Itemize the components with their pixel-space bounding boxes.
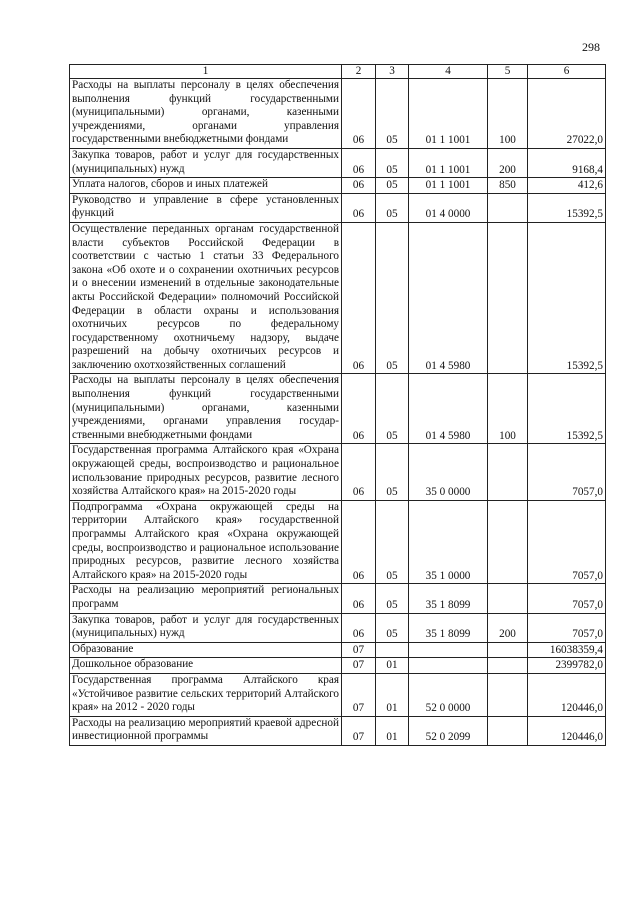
- row-sum: 7057,0: [528, 500, 606, 584]
- row-section: 06: [342, 178, 376, 194]
- header-row: [70, 65, 606, 79]
- table-body: [70, 79, 606, 746]
- row-section: 07: [342, 673, 376, 716]
- row-name: Уплата налогов, сборов и иных платежей: [70, 178, 342, 194]
- table-row: [70, 584, 606, 613]
- row-expense-type: [488, 642, 528, 658]
- row-expense-type: [488, 584, 528, 613]
- row-expense-type: [488, 444, 528, 500]
- row-expense-type: [488, 222, 528, 374]
- row-sum: 16038359,4: [528, 642, 606, 658]
- row-expense-type: [488, 500, 528, 584]
- budget-table: [69, 64, 606, 746]
- row-name: Закупка товаров, работ и услуг для государственных (муниципальных) нужд: [70, 148, 342, 177]
- row-expense-type: [488, 673, 528, 716]
- row-subsection: 01: [376, 673, 409, 716]
- row-target-article: [409, 642, 488, 658]
- row-target-article: 35 1 8099: [409, 613, 488, 642]
- column-header-3: 3: [376, 65, 409, 79]
- row-name: Руководство и управление в сфере установленных функций: [70, 193, 342, 222]
- row-subsection: [376, 642, 409, 658]
- row-sum: 2399782,0: [528, 658, 606, 674]
- table-row: [70, 500, 606, 584]
- row-target-article: 35 0 0000: [409, 444, 488, 500]
- row-section: 07: [342, 642, 376, 658]
- table-row: [70, 642, 606, 658]
- table-row: [70, 79, 606, 149]
- table-row: [70, 444, 606, 500]
- column-header-4: 4: [409, 65, 488, 79]
- row-name: Осуществление переданных органам государственной власти субъектов Российской Федерации в соответствии с частью 1 статьи 33 Федерального закона «Об охоте и о сохранении охотничьих ресурсов и о внесении изменений в отдельные законодательные акты Российской Федерации» полномочий Российской Федерации в области охраны и использования охотничьих ресурсов по федеральному государственному охотничьему надзору, выдаче разрешений на добычу охотничьих ресурсов и заключению охотхозяйственных соглашений: [70, 222, 342, 374]
- row-target-article: 01 4 0000: [409, 193, 488, 222]
- table-row: [70, 222, 606, 374]
- row-sum: 7057,0: [528, 613, 606, 642]
- row-subsection: 05: [376, 148, 409, 177]
- row-subsection: 05: [376, 222, 409, 374]
- row-expense-type: 100: [488, 79, 528, 149]
- row-target-article: 01 1 1001: [409, 178, 488, 194]
- row-sum: 7057,0: [528, 444, 606, 500]
- row-expense-type: 100: [488, 374, 528, 444]
- row-section: 06: [342, 79, 376, 149]
- row-section: 06: [342, 584, 376, 613]
- row-subsection: 05: [376, 613, 409, 642]
- table-row: [70, 658, 606, 674]
- row-subsection: 05: [376, 178, 409, 194]
- row-name: Закупка товаров, работ и услуг для государственных (муниципальных) нужд: [70, 613, 342, 642]
- row-section: 06: [342, 222, 376, 374]
- row-name: Дошкольное образование: [70, 658, 342, 674]
- row-section: 06: [342, 193, 376, 222]
- row-section: 06: [342, 148, 376, 177]
- row-sum: 15392,5: [528, 222, 606, 374]
- row-sum: 120446,0: [528, 673, 606, 716]
- row-expense-type: [488, 193, 528, 222]
- row-section: 07: [342, 716, 376, 745]
- row-target-article: 01 1 1001: [409, 79, 488, 149]
- row-expense-type: [488, 716, 528, 745]
- row-sum: 9168,4: [528, 148, 606, 177]
- row-name: Расходы на выплаты персоналу в целях обеспечения выполнения функций государственными (муниципальными) органами, казенными учреждениями, органами управления государственными внебюджетными фондами: [70, 374, 342, 444]
- row-subsection: 05: [376, 500, 409, 584]
- row-name: Расходы на реализацию мероприятий региональных программ: [70, 584, 342, 613]
- table-row: [70, 148, 606, 177]
- row-subsection: 01: [376, 658, 409, 674]
- row-name: Расходы на реализацию мероприятий краевой адресной инвестиционной программы: [70, 716, 342, 745]
- row-subsection: 05: [376, 444, 409, 500]
- row-sum: 15392,5: [528, 374, 606, 444]
- row-target-article: 35 1 8099: [409, 584, 488, 613]
- row-section: 06: [342, 613, 376, 642]
- row-target-article: 52 0 2099: [409, 716, 488, 745]
- table-row: [70, 613, 606, 642]
- row-target-article: 01 1 1001: [409, 148, 488, 177]
- row-name: Государственная программа Алтайского края «Охрана окружающей среды, воспроизводство и рациональное использование природных ресурсов, развитие лесного хозяйства Алтайского края» на 2015-2020 годы: [70, 444, 342, 500]
- row-sum: 15392,5: [528, 193, 606, 222]
- table-row: [70, 374, 606, 444]
- table-row: [70, 178, 606, 194]
- row-name: Подпрограмма «Охрана окружающей среды на территории Алтайского края» государственной программы Алтайского края «Охрана окружающей среды, воспроизводство и рациональное использование природных ресурсов, развитие лесного хозяйства Алтайского края» на 2015-2020 годы: [70, 500, 342, 584]
- table-row: [70, 673, 606, 716]
- row-name: Расходы на выплаты персоналу в целях обеспечения выполнения функций государственными (муниципальными) органами, казенными учреждениями, органами управления государственными внебюджетными фондами: [70, 79, 342, 149]
- row-sum: 120446,0: [528, 716, 606, 745]
- row-target-article: 52 0 0000: [409, 673, 488, 716]
- row-section: 06: [342, 444, 376, 500]
- row-subsection: 05: [376, 193, 409, 222]
- row-subsection: 05: [376, 79, 409, 149]
- row-section: 06: [342, 500, 376, 584]
- row-expense-type: 200: [488, 148, 528, 177]
- row-section: 07: [342, 658, 376, 674]
- row-name: Образование: [70, 642, 342, 658]
- row-sum: 27022,0: [528, 79, 606, 149]
- column-header-1: 1: [70, 65, 342, 79]
- row-expense-type: [488, 658, 528, 674]
- table-row: [70, 193, 606, 222]
- column-header-5: 5: [488, 65, 528, 79]
- row-target-article: [409, 658, 488, 674]
- column-header-6: 6: [528, 65, 606, 79]
- row-expense-type: 200: [488, 613, 528, 642]
- row-sum: 7057,0: [528, 584, 606, 613]
- table-row: [70, 716, 606, 745]
- row-target-article: 35 1 0000: [409, 500, 488, 584]
- row-subsection: 05: [376, 374, 409, 444]
- row-section: 06: [342, 374, 376, 444]
- row-subsection: 01: [376, 716, 409, 745]
- row-name: Государственная программа Алтайского края «Устойчивое развитие сельских территорий Алтайского края» на 2012 - 2020 годы: [70, 673, 342, 716]
- row-sum: 412,6: [528, 178, 606, 194]
- row-expense-type: 850: [488, 178, 528, 194]
- row-subsection: 05: [376, 584, 409, 613]
- column-header-2: 2: [342, 65, 376, 79]
- row-target-article: 01 4 5980: [409, 222, 488, 374]
- row-target-article: 01 4 5980: [409, 374, 488, 444]
- page-number: 298: [582, 40, 600, 54]
